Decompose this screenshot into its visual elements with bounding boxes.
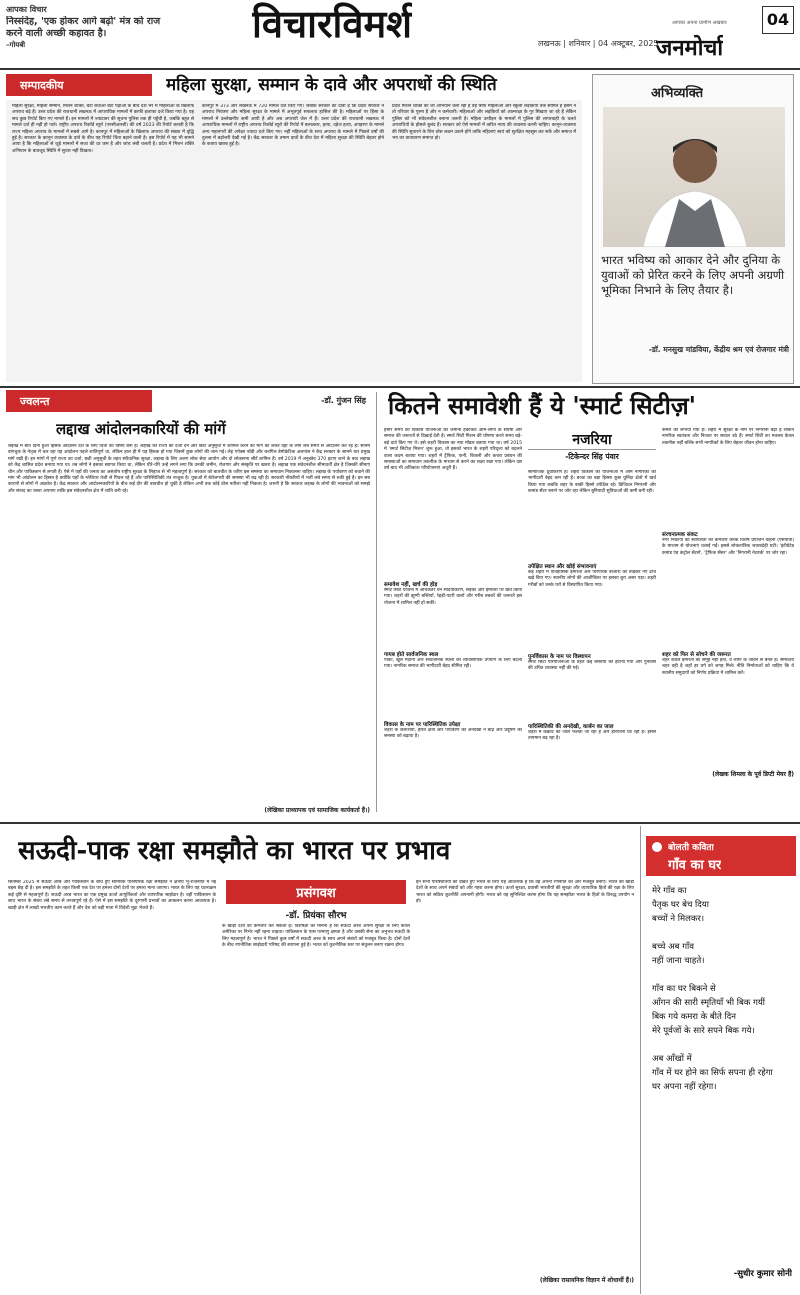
- poem-poet: -सुधीर कुमार सोनी: [733, 1269, 792, 1279]
- editorial-label-bar: [6, 74, 152, 96]
- saudi-label-bar: [226, 880, 406, 904]
- smart-city-col-3: [662, 428, 794, 812]
- smart-col2-subhead: उपेक्षित स्थान और खोई संभावनाएं: [528, 564, 597, 570]
- poem-body: [652, 884, 794, 1254]
- jwalant-divider-top: [0, 386, 800, 388]
- smart-col1c-text: पार्कों, खुले मैदानों और सार्वजनिक स्थलों को व्यावसायिक उपयोग के लिए बदला गया। नागरिक समाज की भागीदारी बेहद सीमित रही।: [384, 658, 522, 670]
- nazariya-label: नजरिया: [528, 430, 656, 450]
- smart-city-headline: कितने समावेशी हैं ये 'स्मार्ट सिटीज़': [388, 391, 697, 420]
- saudi-byline: -डॉ. प्रियंका सौरभ: [285, 911, 347, 921]
- jwalant-body: लद्दाख में बीते दिनों हुआ हिंसक आंदोलन देश के लिए चिंता का विषय बना है। लद्दाख को राज्य का दर्जा देने और छठी अनुसूची में शामिल करने की मांग को लेकर वहाँ के लोग लंबे समय से आंदोलन कर रहे हैं। सोनम वांगचुक के नेतृत्व में चल रहा यह आंदोलन पहले शांतिपूर्ण था, लेकिन हाल ही में यह हिंसक हो गया जिसमें कुछ लोगों की जान गई। लेह एपेक्स बॉडी और करगिल डेमोक्रेटिक अलायंस ने केंद्र सरकार के सामने चार प्रमुख मांगें रखी हैं। इन मांगों में पूर्ण राज्य का दर्जा, छठी अनुसूची के तहत संवैधानिक सुरक्षा, लद्दाख के लिए अलग लोक सेवा आयोग और दो लोकसभा सीटें शामिल हैं। वर्ष 2019 में अनुच्छेद 370 हटाए जाने के बाद लद्दाख को केंद्र शासित प्रदेश बनाया गया था। तब लोगों ने इसका स्वागत किया था, लेकिन धीरे-धीरे उन्हें लगने लगा कि उनकी जमीन, रोजगार और संस्कृति पर खतरा है। लद्दाख एक संवेदनशील सीमावर्ती क्षेत्र है जिसकी सीमाएं चीन और पाकिस्तान से लगती हैं। ऐसे में यहाँ की जनता का असंतोष राष्ट्रीय सुरक्षा के लिहाज से भी महत्वपूर्ण है। सरकार को बातचीत के जरिए इस समस्या का समाधान निकालना चाहिए। लद्दाख के पर्यावरण को बचाने की मांग भी आंदोलन का हिस्सा है क्योंकि यहाँ के ग्लेशियर तेजी से पिघल रहे हैं और पारिस्थितिकी तंत्र नाजुक है। युवाओं में बेरोजगारी की समस्या भी बढ़ रही है। सरकारी नौकरियों में भर्ती लंबे समय से रुकी हुई है। इन सब कारणों से लोगों में आक्रोश है। केंद्र सरकार और आंदोलनकारियों के बीच कई दौर की बातचीत हो चुकी है लेकिन अभी तक कोई ठोस नतीजा नहीं निकला है। जरूरी है कि सरकार लद्दाख के लोगों की भावनाओं को समझे और संवाद का रास्ता अपनाए ताकि इस संवेदनशील क्षेत्र में शांति बनी रहे।: [8, 444, 370, 494]
- title-part-2: विमर्श: [332, 1, 413, 46]
- paper-title: [252, 0, 412, 48]
- poem-line: बच्चों ने मिलकर।: [652, 914, 705, 924]
- abhivyakti-box: [592, 74, 794, 384]
- jwalant-byline: -डॉ. गुंजन सिंह: [321, 396, 366, 405]
- editorial-col-2: कानपुर में 373 और लखनऊ में 720 मामले दर्ज किए गए। जबकि सरकार का दावा है कि प्रदेश सरकार ने अपराध नियंत्रण और महिला सुरक्षा के मामले में अभूतपूर्व सफलता हासिल की है। महिलाओं पर हिंसा के मामलों में उल्लेखनीय कमी आयी है और अब अपराधी जेल में हैं। उत्तर प्रदेश की राजधानी लखनऊ में आपराधिक मामलों में राष्ट्रीय अपराध रिकॉर्ड ब्यूरो की रिपोर्ट में बलात्कार, हत्या, दहेज हत्या, अपहरण के मामले अन्य महानगरों की अपेक्षा ज्यादा दर्ज किए गए। नहीं महिलाओं के साथ अपराध के मामले में पिछले वर्षों की तुलना में बढ़ोत्तरी देखी गई है। केंद्र सरकार के तमाम दावों के बीच देश में महिला सुरक्षा की स्थिति बेहतर होने के बजाय खराब हुई है।: [202, 104, 384, 148]
- poem-line: आँगन की सारी स्मृतियाँ भी बिक गयीं: [652, 998, 766, 1008]
- quote-ref: –गोयबी: [6, 41, 26, 49]
- page-number-box: [762, 6, 794, 34]
- divider-jwalant-smart: [376, 392, 377, 812]
- nazariya-byline: -टिकेन्दर सिंह पंवार: [565, 452, 619, 461]
- smart-col1-text: हमारे समय की विकास योजनाओं की जमीनी हकीकत आम-लोगों के संघर्षों और समाज की जरूरतों से दिखाई देती है। स्मार्ट सिटी मिशन की घोषणा करते समय बड़े-बड़े दावे किए गए थे। इसे शहरी विकास का नया मॉडल बताया गया था। वर्ष 2015 में 'स्मार्ट सिटीज़ मिशन' शुरू हुआ, तो इसको भारत के शहरी परिदृश्य को बदलने वाला कदम बताया गया। शहरों में ट्रैफिक, पानी, बिजली और कचरा प्रबंधन की समस्याओं का समाधान तकनीक के माध्यम से करने का लक्ष्य रखा गया। लेकिन दस वर्ष बाद भी अधिकांश परियोजनाएं अधूरी हैं।: [384, 428, 522, 472]
- saudi-col-2: के खाड़ी देशों को कमजोर कर सकता है। विशेषज्ञों का मानना है कि सऊदी अरब अपनी सुरक्षा के लिए केवल अमेरिका पर निर्भर नहीं रहना चाहता। पाकिस्तान के पास परमाणु क्षमता है और उसकी सेना का अनुभव सऊदी के लिए महत्वपूर्ण है। भारत ने पिछले कुछ वर्षों में सऊदी अरब के साथ अपने संबंधों को मजबूत किया है। दोनों देशों के बीच रणनीतिक साझेदारी परिषद की स्थापना हुई है। भारत को कूटनीतिक स्तर पर संतुलन बनाए रखना होगा।: [222, 924, 410, 949]
- editorial-headline: महिला सुरक्षा, सम्मान के दावे और अपराधों की स्थिति: [166, 75, 497, 95]
- dateline: लखनऊ | शनिवार | 04 अक्टूबर, 2025: [538, 39, 659, 48]
- title-part-1: विचार: [252, 1, 333, 46]
- smart-col1b-text: स्मार्ट सिटी योजना में अधिकतर धन सौंदर्यीकरण, सड़कों और इमारतों पर खर्च किया गया। शहरों की झुग्गी बस्तियों, रेहड़ी-पटरी वालों और गरीब तबकों की जरूरतें इस योजना में शामिल नहीं हो सकीं।: [384, 588, 522, 606]
- poem-line: [652, 968, 794, 982]
- poem-label: बोलती कविता: [668, 843, 714, 853]
- poem-line: बिक गये कमरा के बीते दिन: [652, 1012, 736, 1022]
- poem-header: [646, 836, 796, 876]
- poem-box: [646, 836, 796, 1292]
- divider-saudi-poem: [640, 826, 641, 1294]
- smart-city-col-1: [384, 428, 522, 812]
- saudi-label: प्रसंगवश: [296, 886, 336, 901]
- abhivyakti-attribution: -डॉ. मनसुख मांडविया, केंद्रीय श्रम एवं रोजगार मंत्री: [648, 345, 789, 354]
- saudi-divider-top: [0, 822, 800, 824]
- portrait: [603, 107, 785, 247]
- poem-line: मेरे गाँव का: [652, 886, 687, 896]
- section-tag: आपका विचार: [6, 5, 47, 14]
- smart-col3-subhead: संरचनात्मक संकट: [662, 532, 698, 538]
- editorial-label: सम्पादकीय: [20, 78, 64, 92]
- poem-line: पैतृक घर बेच दिया: [652, 900, 709, 910]
- nazariya-box: [528, 430, 656, 466]
- poem-line: मेरे पूर्वजों के सारे सपने बिक गये।: [652, 1026, 755, 1036]
- smart-col1-subhead-2: गायब होते सार्वजनिक स्थल: [384, 652, 439, 658]
- smart-col3-subhead-2: शहर को फिर से सोचने की जरूरत: [662, 652, 731, 658]
- smart-col2b-text: कई शहरों में ऐतिहासिक इमारतों और पारंपरिक बाजारों को तोड़कर नए ढांचे खड़े किए गए। स्थानीय लोगों की आजीविका पर इसका बुरा असर पड़ा। शहरी गरीबों को उनके घरों से विस्थापित किया गया।: [528, 570, 656, 588]
- poem-line: [652, 926, 794, 940]
- quote-text: निस्संदेह, 'एक होकर आगे बढ़ो' मंत्र को राज करने वाली अच्छी कहावत है।: [6, 16, 161, 39]
- masthead-quote: [6, 16, 166, 64]
- poem-line: अब आँखों में: [652, 1054, 692, 1064]
- page-number: 04: [766, 10, 790, 29]
- jwalant-label: ज्वलन्त: [20, 394, 50, 408]
- saudi-col-1: सितम्बर 2025 में सऊदी अरब और पाकिस्तान के बीच हुए सामरिक पारस्परिक रक्षा समझौते ने क्षेत्रीय भू-राजनीति में नई बहस छेड़ दी है। इस समझौते के तहत किसी एक देश पर हमला दोनों देशों पर हमला माना जाएगा। भारत के लिए यह घटनाक्रम कई दृष्टि से महत्वपूर्ण है। सऊदी अरब भारत का एक प्रमुख ऊर्जा आपूर्तिकर्ता और व्यापारिक साझेदार है। वहीं पाकिस्तान के साथ भारत के संबंध लंबे समय से तनावपूर्ण रहे हैं। ऐसे में इस समझौते के दूरगामी प्रभावों का आकलन करना आवश्यक है। खाड़ी क्षेत्र में लाखों भारतीय काम करते हैं और देश को बड़ी मात्रा में विदेशी मुद्रा भेजते हैं।: [8, 880, 216, 911]
- abhivyakti-label: अभिव्यक्ति: [651, 86, 704, 101]
- saudi-col-3: इन सभी परिस्थितियों को देखते हुए भारत के लिए यह आवश्यक है कि वह अपनी रणनीति को और मजबूत बनाए। भारत को खाड़ी देशों के साथ अपने संबंधों को और गहरा करना होगा। ऊर्जा सुरक्षा, प्रवासी भारतीयों की सुरक्षा और व्यापारिक हितों की रक्षा के लिए भारत को सक्रिय कूटनीति अपनानी होगी। भारत को यह सुनिश्चित करना होगा कि यह समझौता भारत के हितों के विरुद्ध उपयोग न हो।: [416, 880, 634, 905]
- editorial-body: [6, 100, 582, 382]
- poem-line: गाँव का घर बिकने से: [652, 984, 716, 994]
- smart-col1-subhead: समावेश नहीं, खर्च की होड़: [384, 582, 438, 588]
- editorial-col-3: प्रदेश मिशन शक्ति का जो अभियान चला रही है वह सिर्फ महिलाओं और स्कूली लड़कियों तक सीमित है इसमें न तो परिवार के पुरुष हैं और न कर्मचारी। महिलाओं और लड़कियों को आत्मरक्षा के गुर सिखाए जा रहे हैं लेकिन पुलिस को भी संवेदनशील बनाना जरूरी है। महिला उत्पीड़न के मामलों में पुलिस की लापरवाही के चलते अपराधियों के हौसले बुलंद हैं। सरकार को ऐसे मामलों में त्वरित न्याय की व्यवस्था करनी चाहिए। कानून-व्यवस्था की स्थिति सुधारने के लिए ठोस कदम उठाने होंगे ताकि महिलाएं स्वयं को सुरक्षित महसूस कर सकें और समाज में भय का वातावरण समाप्त हो।: [392, 104, 576, 142]
- masthead: [0, 0, 800, 70]
- smart-col1-subhead-3: विकास के नाम पर पारिस्थितिक उपेक्षा: [384, 722, 461, 728]
- brand-logo: जनमोर्चा: [656, 35, 724, 61]
- saudi-footer: (लेखिका रासायनिक विज्ञान में शोधार्थी हैं।): [539, 1277, 634, 1284]
- jwalant-headline: लद्दाख आंदोलनकारियों की मांगें: [56, 420, 226, 438]
- smart-col3b-text: नगर निकायों की स्वायत्तता को कमजोर करके विशेष प्रयोजन वाहनों (एसपीवी) के माध्यम से योजनाएं चलाई गईं। इससे लोकतांत्रिक जवाबदेही घटी। 'इंटीग्रेटेड कमांड एंड कंट्रोल सेंटर्स', 'ट्रैफिक सेंसर' और 'निगरानी नेटवर्क' पर जोर रहा।: [662, 538, 794, 556]
- poem-line: बच्चे अब गाँव: [652, 942, 694, 952]
- jwalant-label-bar: [6, 390, 152, 412]
- smart-col2c-text: स्मार्ट सिटी परियोजनाओं के तहत कई बस्तियों को हटाया गया और पुनर्वास की उचित व्यवस्था नहीं की गई।: [528, 660, 656, 672]
- poem-badge-icon: [652, 842, 662, 852]
- smart-col2d-text: शहरों में कंक्रीट का जाल फैलता जा रहा है और हरियाली घट रही है। इससे तापमान बढ़ रहा है।: [528, 730, 656, 742]
- smart-col3c-text: शहर केवल इमारतों का समूह नहीं होते, वे लोगों के जीवन से बनते हैं। समावेशी शहर वही है जहाँ हर वर्ग को जगह मिले। नीति निर्माताओं को चाहिए कि वे स्थानीय समुदायों को निर्णय प्रक्रिया में शामिल करें।: [662, 658, 794, 676]
- masthead-divider: [0, 68, 800, 70]
- saudi-headline: सऊदी-पाक रक्षा समझौते का भारत पर प्रभाव: [18, 836, 451, 866]
- smart-col2-text: सामाजिक ध्रुवीकरण है। शहरी विकास की योजनाओं में आम नागरिकों की भागीदारी बेहद कम रही है। बजट का बड़ा हिस्सा कुछ चुनिंदा क्षेत्रों में खर्च किया गया जबकि शहर के बाकी हिस्से उपेक्षित रहे। डिजिटल निगरानी और कमांड सेंटर बनाने पर जोर रहा लेकिन बुनियादी सुविधाओं की कमी बनी रही।: [528, 470, 656, 495]
- smart-city-footer: (लेखक शिमला के पूर्व डिप्टी मेयर हैं): [712, 771, 794, 778]
- poem-line: गाँव में घर होने का सिर्फ सपना ही रहेगा: [652, 1068, 773, 1078]
- slogan: आपका अपना ग्रामीण अखबार: [672, 20, 727, 26]
- poem-line: नहीं जाना चाहते।: [652, 956, 705, 966]
- jwalant-footer: (लेखिका प्राध्यापक एवं सामाजिक कार्यकर्ता हैं।): [264, 807, 370, 814]
- poem-line: घर अपना नहीं रहेगा।: [652, 1082, 717, 1092]
- smart-col1d-text: शहरों के जलाशयों, हरित क्षेत्रों और पर्यावरण की अनदेखी ने बाढ़ और प्रदूषण की समस्या को बढ़ाया है।: [384, 728, 522, 740]
- poem-title: गाँव का घर: [668, 858, 722, 873]
- abhivyakti-quote: भारत भविष्य को आकार देने और दुनिया के युवाओं को प्रेरित करने के लिए अपनी अग्रणी भूमिका निभाने के लिए तैयार है।: [601, 253, 785, 297]
- smart-col2-subhead-2: पुनर्विकास के नाम पर विस्थापन: [528, 654, 591, 660]
- poem-line: [652, 1038, 794, 1052]
- smart-col3-text: कैमरों को लगाया गया है। शहरों में सुरक्षा के नाम पर निगरानी बढ़ी है लेकिन नागरिक स्वतंत्रता और निजता पर सवाल उठे हैं। स्मार्ट सिटी का मतलब केवल तकनीक नहीं बल्कि सभी नागरिकों के लिए बेहतर जीवन होना चाहिए।: [662, 428, 794, 446]
- smart-col2-subhead-3: पारिस्थितिकी की अनदेखी, कार्बन का जाल: [528, 724, 614, 730]
- smart-city-col-2: [528, 470, 656, 812]
- editorial-col-1: महिला सुरक्षा, महिला सम्मान, मिशन शक्ति, बेटी बचाओ बेटी पढ़ाओ के बीच देश भर में महिलाओं के खिलाफ अपराध बढ़े हैं। उत्तर प्रदेश की राजधानी लखनऊ में आपराधिक मामलों में काफी इजाफा दर्ज किया गया है। यह सच कुछ रिपोर्ट किए गए मामले हैं। इन मामलों में ज्यादातर की सूचना पुलिस तक ही पहुँची है, जबकि बहुत से मामले दर्ज ही नहीं हो पाते। राष्ट्रीय अपराध रिकॉर्ड ब्यूरो (एनसीआरबी) की वर्ष 2023 की रिपोर्ट बताती है कि राज्य महिला अपराध के मामलों में सबसे आगे है। कानपुर में महिलाओं के खिलाफ अपराध की संख्या में वृद्धि हुई है। सरकार के कानून व्यवस्था के दावे के बीच यह रिपोर्ट चिंता बढ़ाने वाली है। इस रिपोर्ट में यह भी सामने आया है कि महिलाओं से जुड़े मामलों में सजा की दर कम है और जांच लंबी चलती है। प्रदेश में मिशन शक्ति अभियान के बावजूद स्थिति में सुधार नहीं दिखता।: [12, 104, 194, 154]
